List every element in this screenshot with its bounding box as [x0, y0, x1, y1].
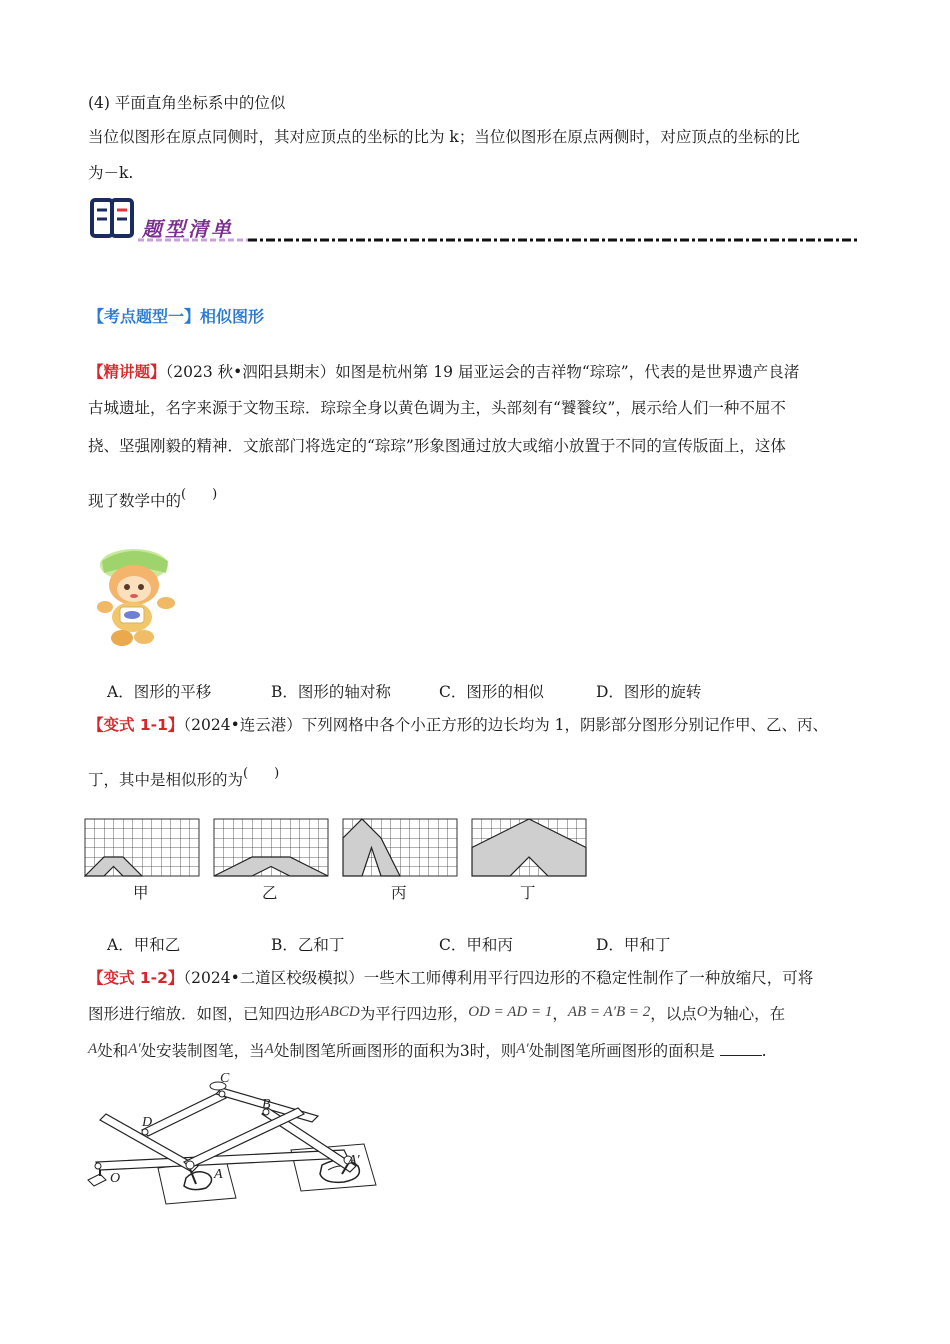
intro-line2: 为－k. [88, 164, 134, 182]
q2-tag: 【变式 1-1】 [88, 716, 184, 734]
q3-text2e: 为轴心，在 [707, 1005, 786, 1023]
banner [88, 195, 860, 247]
label-b: B [262, 1097, 271, 1112]
answer-blank[interactable] [720, 1041, 762, 1056]
q2-paren: ( ) [243, 766, 280, 781]
q3-math-o: O [696, 1004, 708, 1020]
grid-label-bing: 丙 [391, 884, 407, 902]
q1-line4 [88, 487, 218, 513]
q3-text3e: . [761, 1042, 767, 1060]
q3-text3a: 处和 [97, 1042, 129, 1060]
intro-line1: 当位似图形在原点同侧时，其对应顶点的坐标的比为 k；当位似图形在原点两侧时，对应顶点的坐标的比 [88, 128, 800, 146]
q1-line2: 古城遗址，名字来源于文物玉琮．琮琮全身以黄色调为主，头部刻有“饕餮纹”，展示给人们一种不屈不 [88, 399, 786, 417]
q2-text2: 丁，其中是相似形的为 [88, 771, 244, 789]
mascot-image [86, 545, 184, 650]
q1-line3: 挠、坚强刚毅的精神．文旅部门将选定的“琮琮”形象图通过放大或缩小放置于不同的宣传版面上，这体 [88, 437, 786, 455]
grid-label-ding: 丁 [520, 884, 536, 902]
q1-option-c[interactable]: C．图形的相似 [439, 683, 544, 701]
label-o: O [110, 1171, 121, 1186]
q3-math-a3: A [264, 1041, 274, 1057]
q1-tag: 【精讲题】 [88, 363, 166, 381]
pantograph-figure [86, 1070, 416, 1205]
q1-text4: 现了数学中的 [88, 492, 182, 510]
grid-label-jia: 甲 [133, 884, 149, 902]
q3-line2 [88, 1004, 785, 1025]
q2-option-d[interactable]: D．甲和丁 [596, 936, 671, 954]
banner-title: 题型清单 [142, 217, 234, 241]
q3-text2c: ， [552, 1005, 568, 1023]
q3-math-eq2: AB = A′B = 2 [567, 1004, 651, 1020]
q3-math-a2: A′ [128, 1041, 141, 1057]
grid-bing [343, 819, 457, 876]
q3-tag: 【变式 1-2】 [88, 969, 184, 987]
grid-label-yi: 乙 [262, 884, 278, 902]
q3-math-a4: A′ [516, 1041, 529, 1057]
q1-option-a[interactable]: A．图形的平移 [107, 683, 212, 701]
q3-text3d: 处制图笔所画图形的面积是 [528, 1042, 715, 1060]
q1-option-d[interactable]: D．图形的旋转 [596, 683, 702, 701]
q3-text3c: 处制图笔所画图形的面积为3时，则 [273, 1042, 517, 1060]
q3-math-a1: A [88, 1041, 98, 1057]
q3-math-abcd: ABCD [320, 1004, 360, 1020]
q2-option-c[interactable]: C．甲和丙 [439, 936, 513, 954]
q2-text1: （2024•连云港）下列网格中各个小正方形的边长均为 1，阴影部分图形分别记作甲、乙、丙、 [183, 716, 829, 734]
intro-heading: (4) 平面直角坐标系中的位似 [88, 94, 286, 112]
q2-line2 [88, 766, 280, 792]
grid-jia [85, 819, 199, 876]
q2-option-b[interactable]: B．乙和丁 [271, 936, 345, 954]
q3-line3 [88, 1041, 767, 1062]
q1-paren: ( ) [181, 487, 218, 502]
label-a-prime: A′ [348, 1153, 360, 1168]
q1-text1: （2023 秋•泗阳县期末）如图是杭州第 19 届亚运会的吉祥物“琮琮”，代表的是世界遗产良渚 [165, 363, 800, 381]
grid-ding [472, 819, 586, 876]
q3-text2d: ，以点 [650, 1005, 697, 1023]
q3-text2b: 为平行四边形， [359, 1005, 469, 1023]
label-c: C [220, 1071, 230, 1086]
section-title: 【考点题型一】相似图形 [88, 307, 265, 326]
q3-text1: （2024•二道区校级模拟）一些木工师傅利用平行四边形的不稳定性制作了一种放缩尺，可将 [183, 969, 814, 987]
q3-line1 [88, 968, 813, 988]
label-a: A [214, 1167, 223, 1182]
q1-option-b[interactable]: B．图形的轴对称 [271, 683, 391, 701]
q2-line1 [88, 715, 828, 735]
q3-math-eq1: OD = AD = 1 [468, 1004, 553, 1020]
grid-figures [84, 816, 589, 884]
q2-option-a[interactable]: A．甲和乙 [107, 936, 181, 954]
q1-line1 [88, 362, 799, 382]
label-d: D [142, 1115, 153, 1130]
grid-yi [214, 819, 328, 876]
q3-text3b: 处安装制图笔，当 [140, 1042, 265, 1060]
q3-text2a: 图形进行缩放．如图，已知四边形 [88, 1005, 321, 1023]
